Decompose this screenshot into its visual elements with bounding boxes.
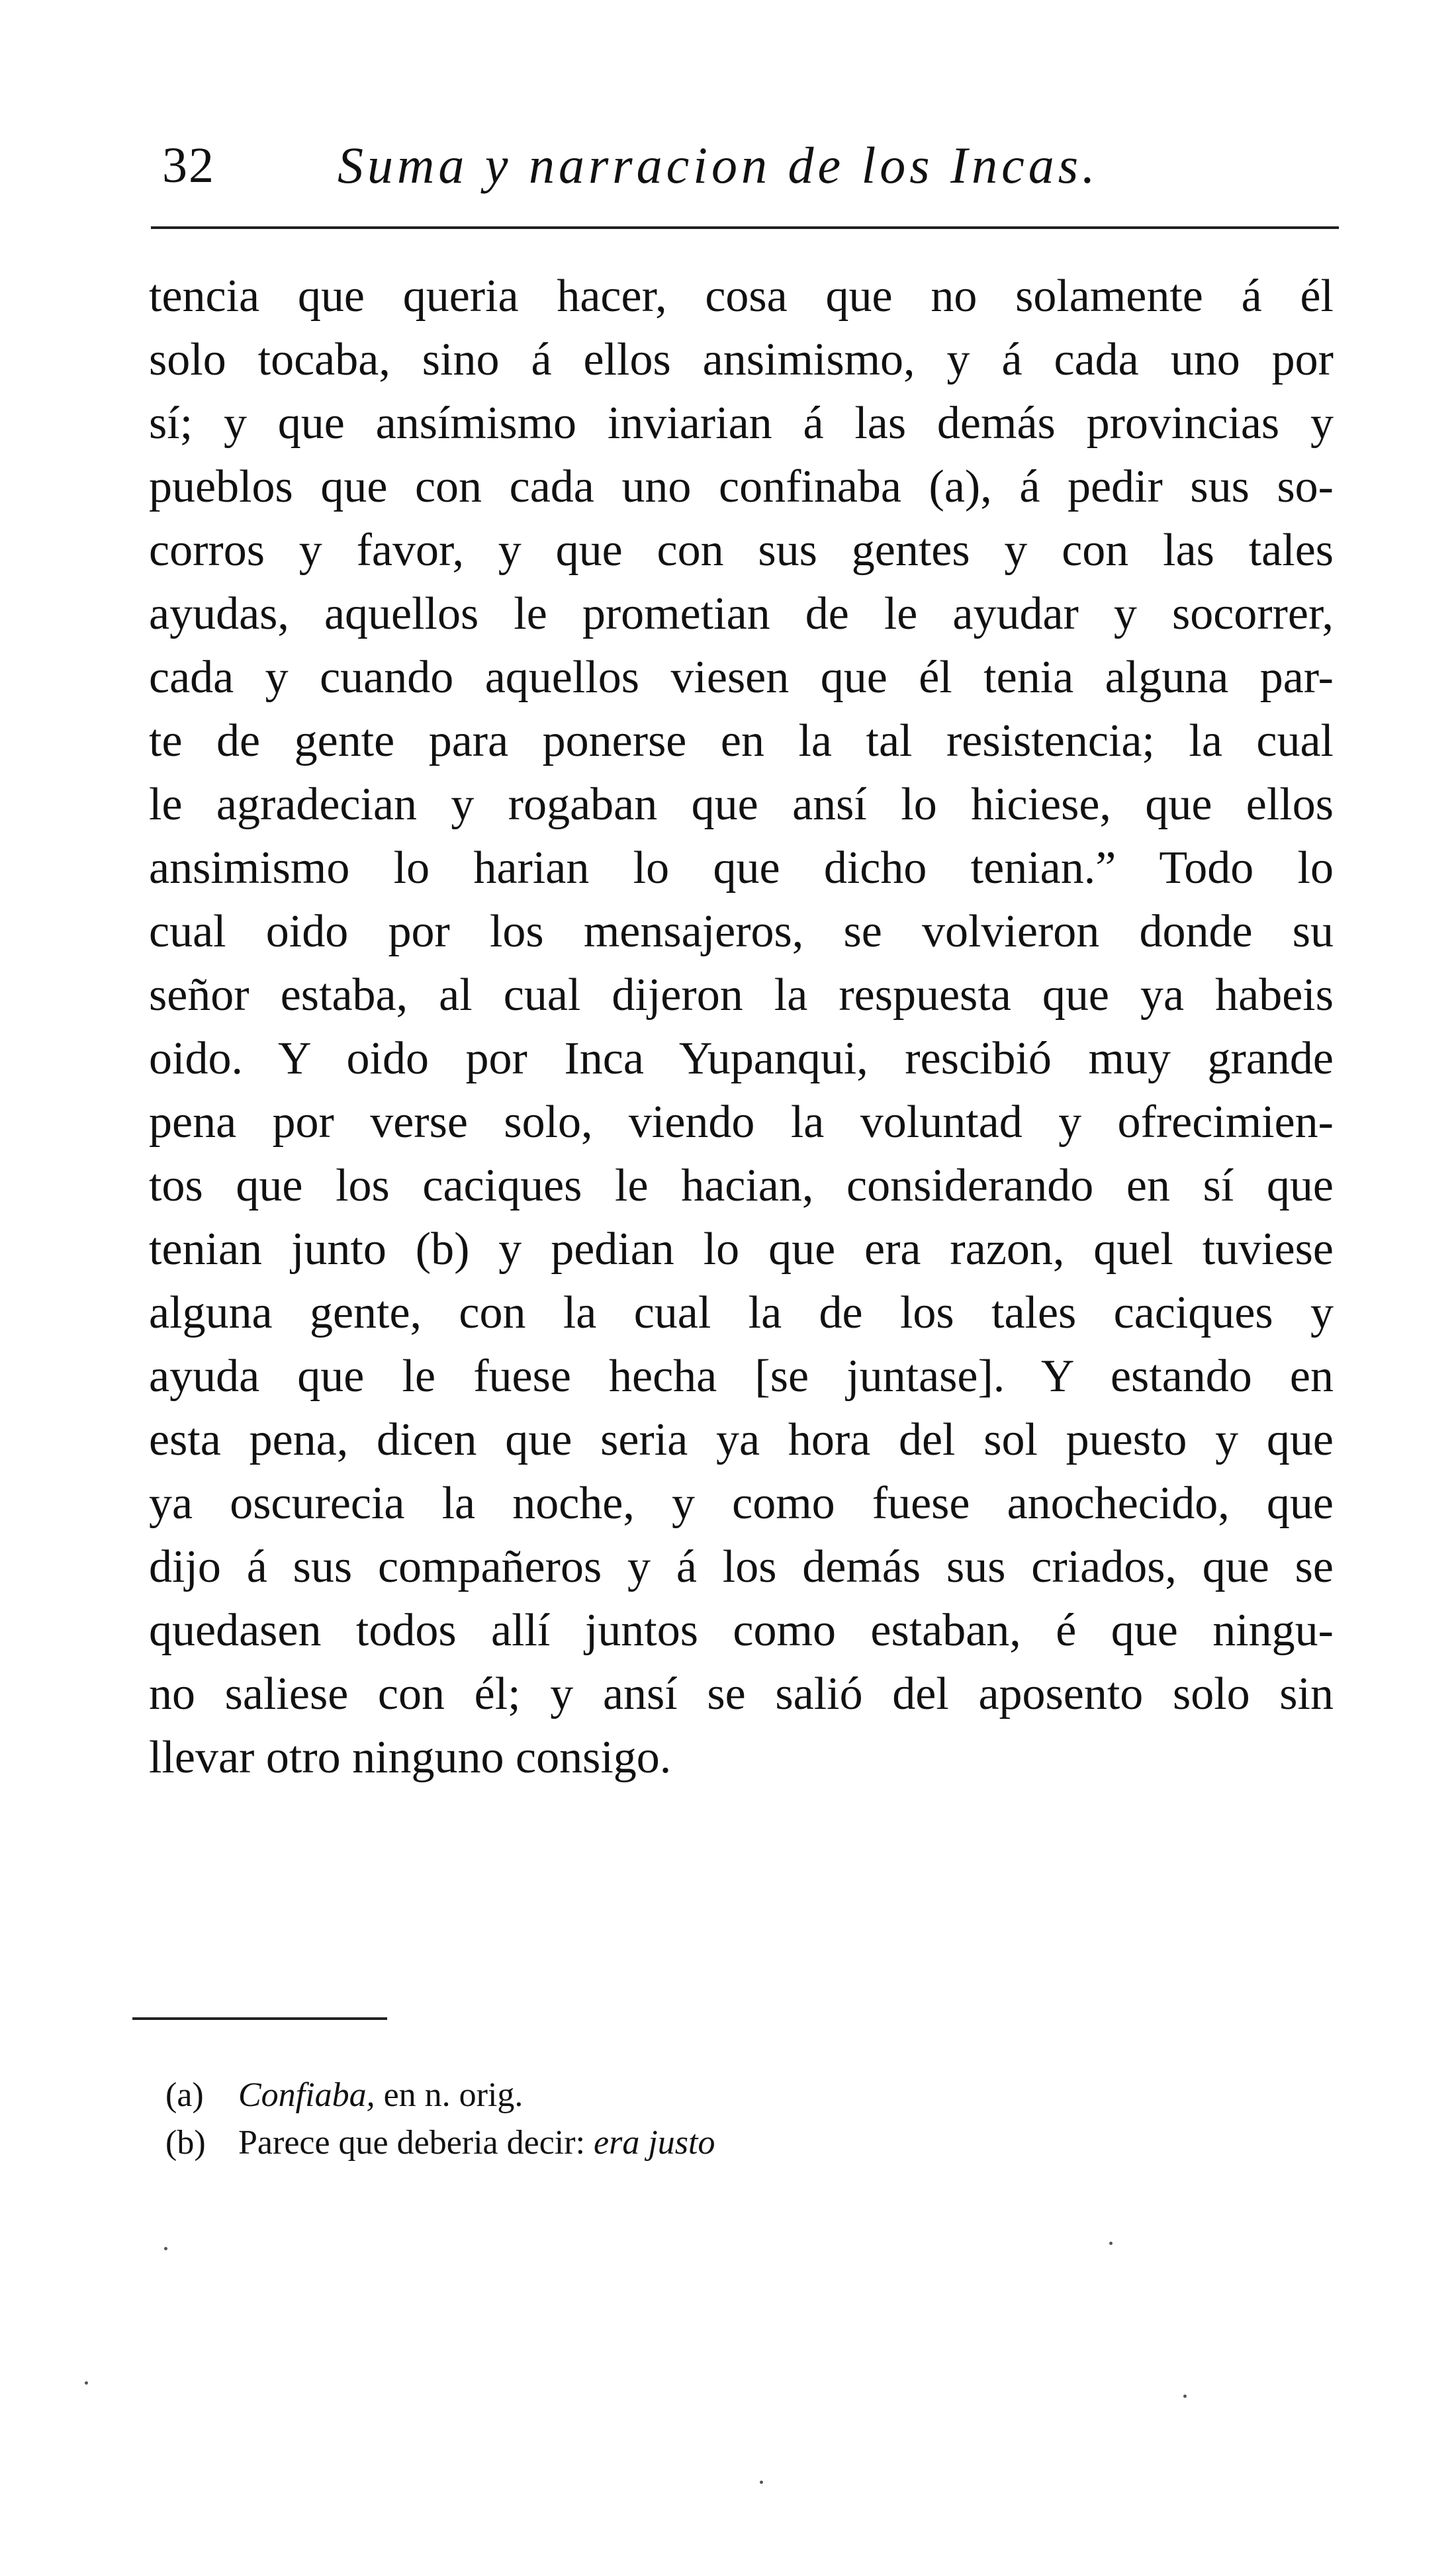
text-line: no saliese con él; y ansí se salió del aposento solo sin xyxy=(149,1669,1334,1719)
text-line: le agradecian y rogaban que ansí lo hiciese, que ellos xyxy=(149,779,1334,830)
paper-speck xyxy=(1109,2242,1113,2245)
text-line: ya oscurecia la noche, y como fuese anochecido, que xyxy=(149,1478,1334,1529)
text-line: cual oido por los mensajeros, se volvieron donde su xyxy=(149,906,1334,957)
paper-speck xyxy=(1183,2395,1187,2398)
footnote-b xyxy=(165,2119,1224,2167)
text-line: solo tocaba, sino á ellos ansimismo, y á cada uno por xyxy=(149,334,1334,385)
text-line: tencia que queria hacer, cosa que no solamente á él xyxy=(149,271,1334,322)
footnote-marker: (a) xyxy=(165,2076,204,2114)
paper-speck xyxy=(85,2381,88,2385)
paper-speck xyxy=(164,2247,167,2250)
footnote-term: era justo xyxy=(594,2124,715,2162)
header-rule xyxy=(151,226,1339,229)
text-line: señor estaba, al cual dijeron la respuesta que ya habeis xyxy=(149,970,1334,1021)
footnote-term: Confiaba, xyxy=(238,2076,375,2114)
page-header xyxy=(152,129,1337,202)
footnote-marker: (b) xyxy=(165,2124,206,2162)
running-title: Suma y narracion de los Incas. xyxy=(338,136,1099,194)
body-text xyxy=(149,265,1334,1790)
paper-speck xyxy=(760,2481,763,2484)
footnote-text: en n. orig. xyxy=(375,2076,523,2114)
text-line: corros y favor, y que con sus gentes y con las tales xyxy=(149,525,1334,576)
text-line: llevar otro ninguno consigo. xyxy=(149,1732,672,1783)
text-line: ansimismo lo harian lo que dicho tenian.” Todo lo xyxy=(149,843,1334,893)
text-line: pueblos que con cada uno confinaba (a), á pedir sus so- xyxy=(149,461,1334,512)
text-line: oido. Y oido por Inca Yupanqui, rescibió muy grande xyxy=(149,1033,1334,1084)
text-line: tos que los caciques le hacian, considerando en sí que xyxy=(149,1160,1334,1211)
footnote-text: Parece que deberia decir: xyxy=(238,2124,594,2162)
text-line: ayuda que le fuese hecha [se juntase]. Y estando en xyxy=(149,1351,1334,1402)
text-line: te de gente para ponerse en la tal resistencia; la cual xyxy=(149,715,1334,766)
footnote-a xyxy=(165,2072,1224,2119)
text-line: dijo á sus compañeros y á los demás sus criados, que se xyxy=(149,1541,1334,1592)
footnotes xyxy=(165,2072,1224,2167)
text-line: alguna gente, con la cual la de los tales caciques y xyxy=(149,1287,1334,1338)
text-line: ayudas, aquellos le prometian de le ayudar y socorrer, xyxy=(149,588,1334,639)
footnote-rule xyxy=(132,2017,387,2020)
text-line: sí; y que ansímismo inviarian á las demás provincias y xyxy=(149,398,1334,449)
text-line: quedasen todos allí juntos como estaban, é que ningu- xyxy=(149,1605,1334,1656)
text-line: esta pena, dicen que seria ya hora del sol puesto y que xyxy=(149,1414,1334,1465)
text-line: cada y cuando aquellos viesen que él tenia alguna par- xyxy=(149,652,1334,703)
text-line: tenian junto (b) y pedian lo que era razon, quel tuviese xyxy=(149,1224,1334,1275)
text-line: pena por verse solo, viendo la voluntad y ofrecimien- xyxy=(149,1097,1334,1148)
page-number: 32 xyxy=(162,138,215,193)
